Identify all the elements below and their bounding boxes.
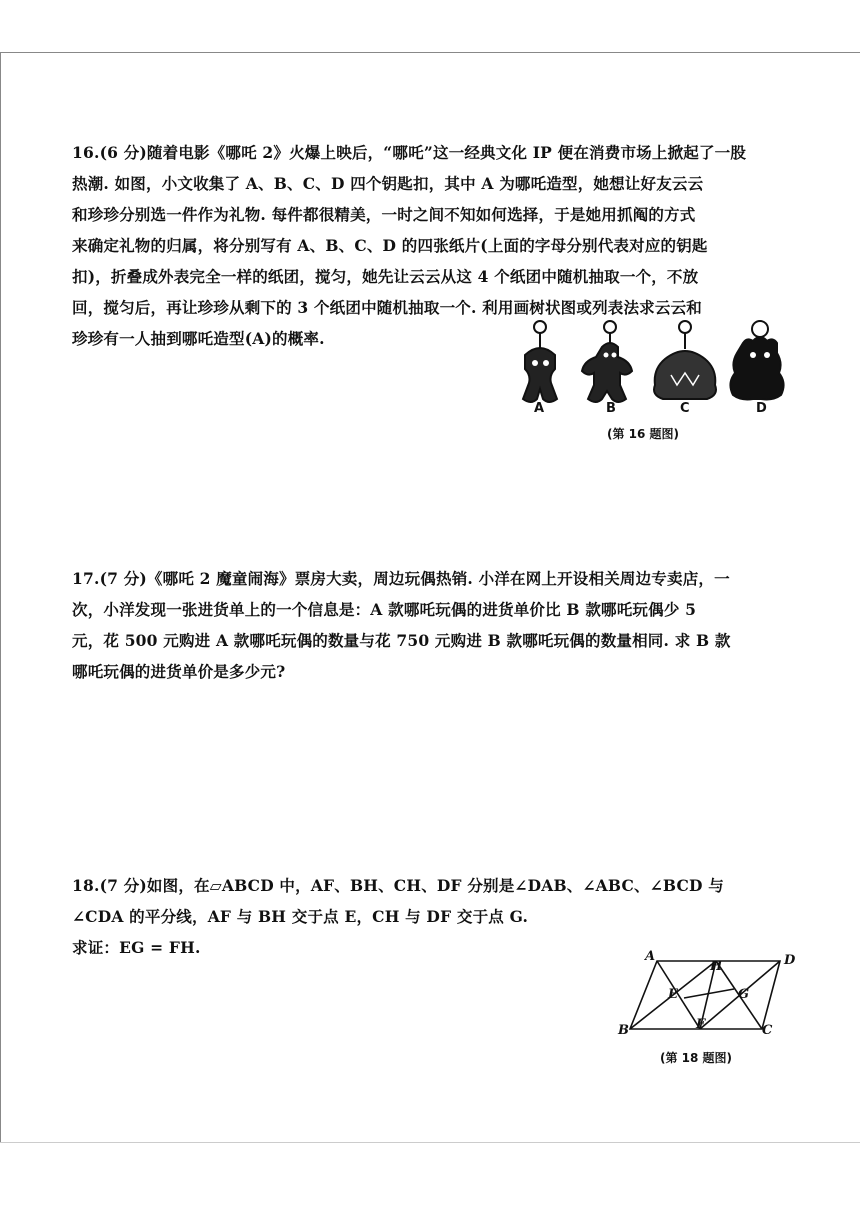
keychain-label-d: D [756, 401, 767, 416]
keychain-c-image [654, 321, 716, 399]
page-left-border [0, 52, 1, 1142]
question-18-line: ∠CDA 的平分线，AF 与 BH 交于点 E，CH 与 DF 交于点 G. [72, 907, 529, 926]
page-top-border [0, 52, 860, 53]
figure-18-caption: (第 18 题图) [660, 1051, 733, 1065]
figure-16-caption: (第 16 题图) [607, 427, 680, 441]
page-bottom-border [0, 1142, 860, 1143]
keychain-label-c: C [680, 401, 690, 416]
question-17-line: 次，小洋发现一张进货单上的一个信息是：A 款哪吒玩偶的进货单价比 B 款哪吒玩偶少 5 [72, 600, 697, 619]
point-label-e: E [668, 987, 678, 1002]
question-number: 16. [72, 143, 100, 162]
question-17-line: 17.(7 分)《哪吒 2 魔童闹海》票房大卖，周边玩偶热销. 小洋在网上开设相关周边专卖店，一 [72, 569, 730, 588]
question-18-line: 18.(7 分)如图，在▱ABCD 中，AF、BH、CH、DF 分别是∠DAB、∠ABC、∠BCD 与 [72, 876, 724, 895]
question-16-line: 珍珍有一人抽到哪吒造型(A)的概率. [72, 329, 325, 348]
question-16-line: 热潮. 如图，小文收集了 A、B、C、D 四个钥匙扣，其中 A 为哪吒造型，她想让好友云云 [72, 174, 704, 193]
point-label-c: C [762, 1023, 773, 1038]
segment-af [657, 961, 700, 1029]
question-17 [72, 563, 802, 687]
question-16-line: 扣)，折叠成外表完全一样的纸团，搅匀，她先让云云从这 4 个纸团中随机抽取一个，不放 [72, 267, 699, 286]
question-16-line: 来确定礼物的归属，将分别写有 A、B、C、D 的四张纸片(上面的字母分别代表对应的钥匙 [72, 236, 708, 255]
keychain-d-image [730, 321, 783, 400]
keychain-label-b: B [606, 401, 616, 416]
point-label-f: F [696, 1017, 706, 1032]
question-number: 18. [72, 876, 100, 895]
keychain-figure [505, 315, 805, 445]
keychain-a-image [523, 321, 557, 402]
question-number: 17. [72, 569, 100, 588]
point-label-h: H [710, 959, 723, 974]
point-label-g: G [738, 987, 750, 1002]
question-16-line: 回，搅匀后，再让珍珍从剩下的 3 个纸团中随机抽取一个. 利用画树状图或列表法求云云和 [72, 298, 702, 317]
question-17-line: 元，花 500 元购进 A 款哪吒玩偶的数量与花 750 元购进 B 款哪吒玩偶的数量相同. 求 B 款 [72, 631, 731, 650]
question-17-line: 哪吒玩偶的进货单价是多少元? [72, 662, 286, 681]
keychain-label-a: A [534, 401, 545, 416]
point-label-b: B [618, 1023, 629, 1038]
point-label-d: D [784, 953, 796, 968]
question-16-line: 16.(6 分)随着电影《哪吒 2》火爆上映后，“哪吒”这一经典文化 IP 便在消费市场上掀起了一股 [72, 143, 747, 162]
parallelogram-figure [612, 945, 812, 1070]
keychain-b-image [582, 321, 632, 402]
question-16-line: 和珍珍分别选一件作为礼物. 每件都很精美，一时之间不知如何选择，于是她用抓阄的方式 [72, 205, 696, 224]
point-label-a: A [645, 949, 656, 964]
question-18-line: 求证：EG = FH. [72, 938, 201, 957]
